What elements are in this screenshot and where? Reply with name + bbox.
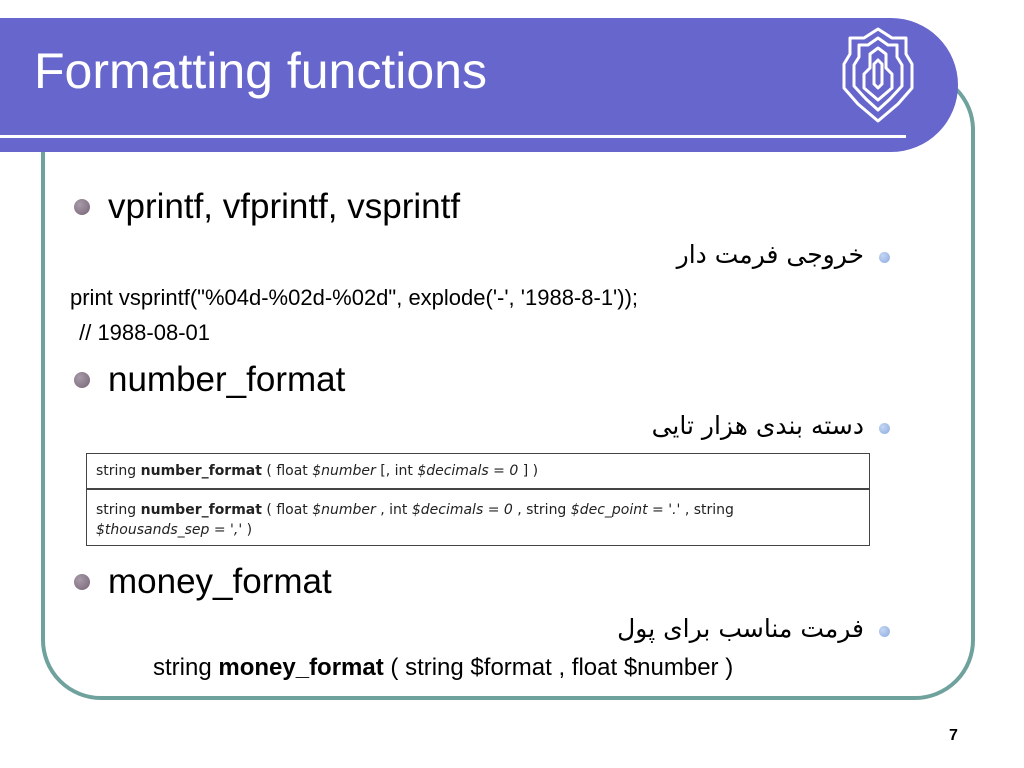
signature-row-2-line-1 bbox=[96, 500, 869, 520]
optional-open: [, int bbox=[380, 463, 413, 479]
note-money-format: فرمت مناسب برای پول bbox=[617, 614, 864, 643]
param-dec-point: $dec_point = '.' bbox=[570, 502, 681, 518]
title-underline bbox=[0, 135, 906, 138]
separator: , string bbox=[684, 502, 734, 518]
note-formatted-output: خروجی فرمت دار bbox=[676, 240, 864, 269]
separator: , string bbox=[517, 502, 567, 518]
optional-close: ] ) bbox=[522, 463, 539, 479]
code-example: print vsprintf("%04d-%02d-%02d", explode('-', '1988-8-1')); bbox=[70, 285, 639, 310]
slide-title: Formatting functions bbox=[34, 43, 487, 99]
bullet-3 bbox=[74, 574, 90, 590]
signature-row-1 bbox=[87, 454, 869, 490]
bullet-rtl-1 bbox=[879, 252, 890, 263]
code-comment: // 1988-08-01 bbox=[73, 320, 210, 345]
param-decimals: $decimals = 0 bbox=[417, 463, 519, 479]
heading-number-format: number_format bbox=[108, 360, 346, 399]
bullet-rtl-2 bbox=[879, 423, 890, 434]
return-type: string bbox=[153, 654, 212, 681]
param-number: $number bbox=[312, 502, 376, 518]
university-emblem-icon bbox=[842, 26, 914, 124]
bullet-1 bbox=[74, 199, 90, 215]
note-thousands-grouping: دسته بندی هزار تایی bbox=[651, 411, 864, 440]
heading-money-format: money_format bbox=[108, 562, 332, 601]
param-decimals: $decimals = 0 bbox=[411, 502, 513, 518]
signature-row-2-line-2 bbox=[96, 520, 869, 540]
signature-row-2 bbox=[87, 492, 869, 540]
param-thousands-sep: $thousands_sep = ',' bbox=[96, 522, 243, 538]
separator: , int bbox=[380, 502, 408, 518]
close-paren: ) bbox=[246, 522, 253, 538]
bullet-2 bbox=[74, 372, 90, 388]
return-type: string bbox=[96, 502, 137, 518]
number-format-signatures bbox=[86, 453, 870, 546]
function-name: number_format bbox=[140, 463, 262, 479]
param-type: ( float bbox=[266, 463, 308, 479]
heading-vprintf: vprintf, vfprintf, vsprintf bbox=[108, 187, 461, 226]
return-type: string bbox=[96, 463, 137, 479]
bullet-rtl-3 bbox=[879, 626, 890, 637]
function-name: number_format bbox=[140, 502, 262, 518]
page-number: 7 bbox=[949, 727, 958, 744]
function-name: money_format bbox=[218, 654, 384, 681]
signature-params: ( string $format , float $number ) bbox=[390, 654, 734, 681]
param-type: ( float bbox=[266, 502, 308, 518]
param-number: $number bbox=[312, 463, 376, 479]
money-format-signature bbox=[153, 656, 733, 680]
